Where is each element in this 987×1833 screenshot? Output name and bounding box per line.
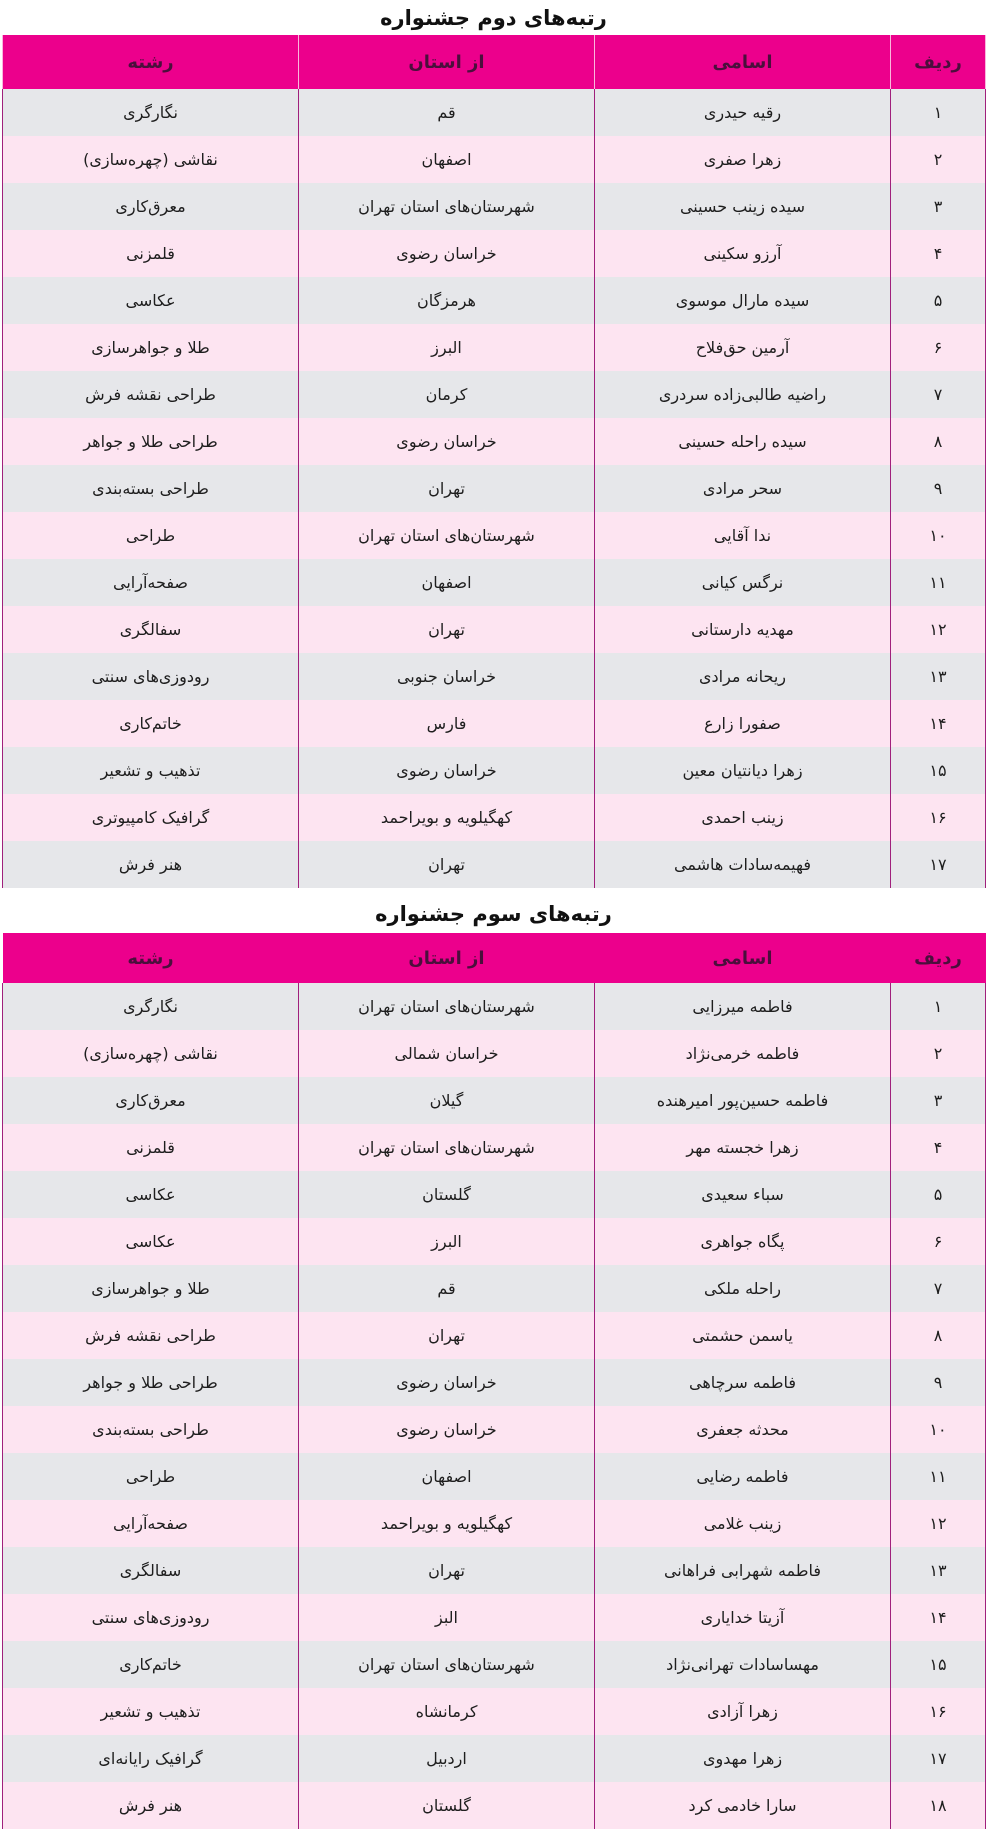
- cell-name: زهرا صفری: [595, 136, 891, 183]
- cell-province: گلستان: [299, 1171, 595, 1218]
- cell-name: زینب غلامی: [595, 1500, 891, 1547]
- cell-name: رقیه حیدری: [595, 89, 891, 136]
- cell-name: راضیه طالبی‌زاده سردری: [595, 371, 891, 418]
- table-row: [3, 230, 986, 277]
- cell-name: نرگس کیانی: [595, 559, 891, 606]
- header-name: اسامی: [595, 933, 891, 983]
- table-row: [3, 1124, 986, 1171]
- table-body: [3, 89, 986, 888]
- cell-name: مهدیه دارستانی: [595, 606, 891, 653]
- cell-field: تذهیب و تشعیر: [3, 1688, 299, 1735]
- table-row: [3, 606, 986, 653]
- cell-province: خراسان شمالی: [299, 1030, 595, 1077]
- cell-index: ۱۳: [891, 1547, 986, 1594]
- cell-name: سیده زینب حسینی: [595, 183, 891, 230]
- cell-province: گیلان: [299, 1077, 595, 1124]
- table-row: [3, 183, 986, 230]
- cell-field: خاتم‌کاری: [3, 700, 299, 747]
- cell-field: صفحه‌آرایی: [3, 1500, 299, 1547]
- cell-name: فاطمه شهرابی فراهانی: [595, 1547, 891, 1594]
- cell-name: آرزو سکینی: [595, 230, 891, 277]
- cell-name: یاسمن حشمتی: [595, 1312, 891, 1359]
- table-row: [3, 1500, 986, 1547]
- cell-province: البرز: [299, 1218, 595, 1265]
- table-row: [3, 371, 986, 418]
- table-row: [3, 1171, 986, 1218]
- cell-province: تهران: [299, 1312, 595, 1359]
- third-rank-table: [2, 933, 986, 1829]
- cell-province: تهران: [299, 606, 595, 653]
- cell-field: عکاسی: [3, 1171, 299, 1218]
- table-row: [3, 700, 986, 747]
- cell-index: ۶: [891, 324, 986, 371]
- cell-field: سفالگری: [3, 1547, 299, 1594]
- cell-field: تذهیب و تشعیر: [3, 747, 299, 794]
- cell-index: ۶: [891, 1218, 986, 1265]
- cell-province: قم: [299, 89, 595, 136]
- cell-field: طراحی طلا و جواهر: [3, 1359, 299, 1406]
- table-body: [3, 983, 986, 1829]
- cell-index: ۱۰: [891, 512, 986, 559]
- cell-name: زینب احمدی: [595, 794, 891, 841]
- cell-field: نگارگری: [3, 89, 299, 136]
- cell-name: آزیتا خدایاری: [595, 1594, 891, 1641]
- cell-index: ۷: [891, 1265, 986, 1312]
- header-field: رشته: [3, 35, 299, 89]
- cell-province: اصفهان: [299, 1453, 595, 1500]
- cell-name: مهساسادات تهرانی‌نژاد: [595, 1641, 891, 1688]
- cell-name: سیده مارال موسوی: [595, 277, 891, 324]
- cell-name: زهرا آزادی: [595, 1688, 891, 1735]
- table-row: [3, 794, 986, 841]
- table-row: [3, 1312, 986, 1359]
- cell-index: ۱۵: [891, 1641, 986, 1688]
- cell-index: ۱۲: [891, 1500, 986, 1547]
- cell-field: هنر فرش: [3, 1782, 299, 1829]
- cell-field: طراحی: [3, 1453, 299, 1500]
- cell-name: سباء سعیدی: [595, 1171, 891, 1218]
- cell-index: ۱۶: [891, 1688, 986, 1735]
- cell-field: طراحی نقشه فرش: [3, 1312, 299, 1359]
- cell-name: زهرا مهدوی: [595, 1735, 891, 1782]
- cell-province: خراسان رضوی: [299, 418, 595, 465]
- table-row: [3, 1641, 986, 1688]
- cell-field: طراحی طلا و جواهر: [3, 418, 299, 465]
- cell-province: فارس: [299, 700, 595, 747]
- cell-index: ۳: [891, 1077, 986, 1124]
- header-index: ردیف: [891, 933, 986, 983]
- cell-name: فاطمه حسین‌پور امیرهنده: [595, 1077, 891, 1124]
- cell-province: کرمان: [299, 371, 595, 418]
- cell-index: ۱: [891, 89, 986, 136]
- cell-field: نقاشی (چهره‌سازی): [3, 136, 299, 183]
- cell-province: تهران: [299, 841, 595, 888]
- cell-province: خراسان رضوی: [299, 1359, 595, 1406]
- cell-field: نقاشی (چهره‌سازی): [3, 1030, 299, 1077]
- cell-index: ۱۴: [891, 1594, 986, 1641]
- table-row: [3, 1406, 986, 1453]
- header-province: از استان: [299, 35, 595, 89]
- cell-index: ۱۵: [891, 747, 986, 794]
- table-row: [3, 1030, 986, 1077]
- cell-index: ۱۴: [891, 700, 986, 747]
- table-row: [3, 418, 986, 465]
- cell-name: سیده راحله حسینی: [595, 418, 891, 465]
- cell-field: رودوزی‌های سنتی: [3, 653, 299, 700]
- cell-name: محدثه جعفری: [595, 1406, 891, 1453]
- table-row: [3, 512, 986, 559]
- table-row: [3, 465, 986, 512]
- cell-province: کهگیلویه و بویراحمد: [299, 1500, 595, 1547]
- cell-field: طلا و جواهرسازی: [3, 324, 299, 371]
- cell-field: رودوزی‌های سنتی: [3, 1594, 299, 1641]
- cell-index: ۱۷: [891, 841, 986, 888]
- cell-province: خراسان رضوی: [299, 1406, 595, 1453]
- cell-index: ۹: [891, 465, 986, 512]
- cell-field: عکاسی: [3, 277, 299, 324]
- cell-name: ریحانه مرادی: [595, 653, 891, 700]
- cell-province: تهران: [299, 1547, 595, 1594]
- cell-index: ۸: [891, 1312, 986, 1359]
- table-row: [3, 1453, 986, 1500]
- table-row: [3, 653, 986, 700]
- table-row: [3, 1735, 986, 1782]
- cell-name: صفورا زارع: [595, 700, 891, 747]
- cell-name: فاطمه خرمی‌نژاد: [595, 1030, 891, 1077]
- cell-name: فاطمه میرزایی: [595, 983, 891, 1030]
- cell-field: طراحی بسته‌بندی: [3, 465, 299, 512]
- table-row: [3, 1594, 986, 1641]
- table-header-row: [3, 35, 986, 89]
- cell-field: سفالگری: [3, 606, 299, 653]
- cell-name: فاطمه سرچاهی: [595, 1359, 891, 1406]
- cell-name: پگاه جواهری: [595, 1218, 891, 1265]
- cell-index: ۹: [891, 1359, 986, 1406]
- cell-province: شهرستان‌های استان تهران: [299, 1641, 595, 1688]
- cell-province: هرمزگان: [299, 277, 595, 324]
- table-header-row: [3, 933, 986, 983]
- cell-index: ۱: [891, 983, 986, 1030]
- cell-name: راحله ملکی: [595, 1265, 891, 1312]
- cell-field: طراحی نقشه فرش: [3, 371, 299, 418]
- table-row: [3, 136, 986, 183]
- table-row: [3, 89, 986, 136]
- cell-index: ۴: [891, 230, 986, 277]
- cell-field: طراحی: [3, 512, 299, 559]
- cell-index: ۱۱: [891, 559, 986, 606]
- cell-field: طراحی بسته‌بندی: [3, 1406, 299, 1453]
- cell-name: زهرا دیانتیان معین: [595, 747, 891, 794]
- cell-province: قم: [299, 1265, 595, 1312]
- cell-province: شهرستان‌های استان تهران: [299, 1124, 595, 1171]
- cell-name: ندا آقایی: [595, 512, 891, 559]
- cell-field: معرق‌کاری: [3, 183, 299, 230]
- cell-field: صفحه‌آرایی: [3, 559, 299, 606]
- cell-field: گرافیک رایانه‌ای: [3, 1735, 299, 1782]
- cell-index: ۲: [891, 136, 986, 183]
- cell-index: ۲: [891, 1030, 986, 1077]
- header-index: ردیف: [891, 35, 986, 89]
- cell-field: قلمزنی: [3, 1124, 299, 1171]
- cell-province: اردبیل: [299, 1735, 595, 1782]
- cell-field: طلا و جواهرسازی: [3, 1265, 299, 1312]
- cell-index: ۵: [891, 1171, 986, 1218]
- table-row: [3, 747, 986, 794]
- cell-name: زهرا خجسته مهر: [595, 1124, 891, 1171]
- cell-field: هنر فرش: [3, 841, 299, 888]
- cell-name: فاطمه رضایی: [595, 1453, 891, 1500]
- table-row: [3, 1265, 986, 1312]
- cell-name: آرمین حق‌فلاح: [595, 324, 891, 371]
- cell-field: خاتم‌کاری: [3, 1641, 299, 1688]
- cell-field: قلمزنی: [3, 230, 299, 277]
- cell-name: فهیمه‌سادات هاشمی: [595, 841, 891, 888]
- second-rank-title: رتبه‌های دوم جشنواره: [380, 6, 607, 30]
- table-row: [3, 277, 986, 324]
- table-row: [3, 1688, 986, 1735]
- header-name: اسامی: [595, 35, 891, 89]
- cell-province: شهرستان‌های استان تهران: [299, 512, 595, 559]
- cell-province: خراسان رضوی: [299, 230, 595, 277]
- cell-province: اصفهان: [299, 559, 595, 606]
- table-row: [3, 324, 986, 371]
- third-rank-title: رتبه‌های سوم جشنواره: [375, 902, 612, 926]
- cell-index: ۴: [891, 1124, 986, 1171]
- cell-province: البرز: [299, 324, 595, 371]
- table-row: [3, 1359, 986, 1406]
- cell-index: ۸: [891, 418, 986, 465]
- cell-index: ۱۲: [891, 606, 986, 653]
- header-field: رشته: [3, 933, 299, 983]
- cell-province: خراسان رضوی: [299, 747, 595, 794]
- cell-province: کهگیلویه و بویراحمد: [299, 794, 595, 841]
- cell-province: البز: [299, 1594, 595, 1641]
- cell-field: نگارگری: [3, 983, 299, 1030]
- table-row: [3, 1782, 986, 1829]
- cell-index: ۳: [891, 183, 986, 230]
- cell-province: شهرستان‌های استان تهران: [299, 983, 595, 1030]
- cell-field: عکاسی: [3, 1218, 299, 1265]
- table-row: [3, 1547, 986, 1594]
- cell-province: خراسان جنوبی: [299, 653, 595, 700]
- cell-index: ۱۳: [891, 653, 986, 700]
- table-row: [3, 983, 986, 1030]
- cell-index: ۷: [891, 371, 986, 418]
- cell-index: ۱۰: [891, 1406, 986, 1453]
- cell-index: ۵: [891, 277, 986, 324]
- table-row: [3, 841, 986, 888]
- cell-index: ۱۸: [891, 1782, 986, 1829]
- cell-index: ۱۱: [891, 1453, 986, 1500]
- cell-province: تهران: [299, 465, 595, 512]
- header-province: از استان: [299, 933, 595, 983]
- cell-province: شهرستان‌های استان تهران: [299, 183, 595, 230]
- cell-field: معرق‌کاری: [3, 1077, 299, 1124]
- table-row: [3, 1077, 986, 1124]
- cell-field: گرافیک کامپیوتری: [3, 794, 299, 841]
- cell-index: ۱۶: [891, 794, 986, 841]
- cell-name: سحر مرادی: [595, 465, 891, 512]
- cell-province: کرمانشاه: [299, 1688, 595, 1735]
- second-rank-table: [2, 35, 986, 888]
- table-row: [3, 559, 986, 606]
- table-row: [3, 1218, 986, 1265]
- cell-name: سارا خادمی کرد: [595, 1782, 891, 1829]
- cell-province: گلستان: [299, 1782, 595, 1829]
- cell-index: ۱۷: [891, 1735, 986, 1782]
- cell-province: اصفهان: [299, 136, 595, 183]
